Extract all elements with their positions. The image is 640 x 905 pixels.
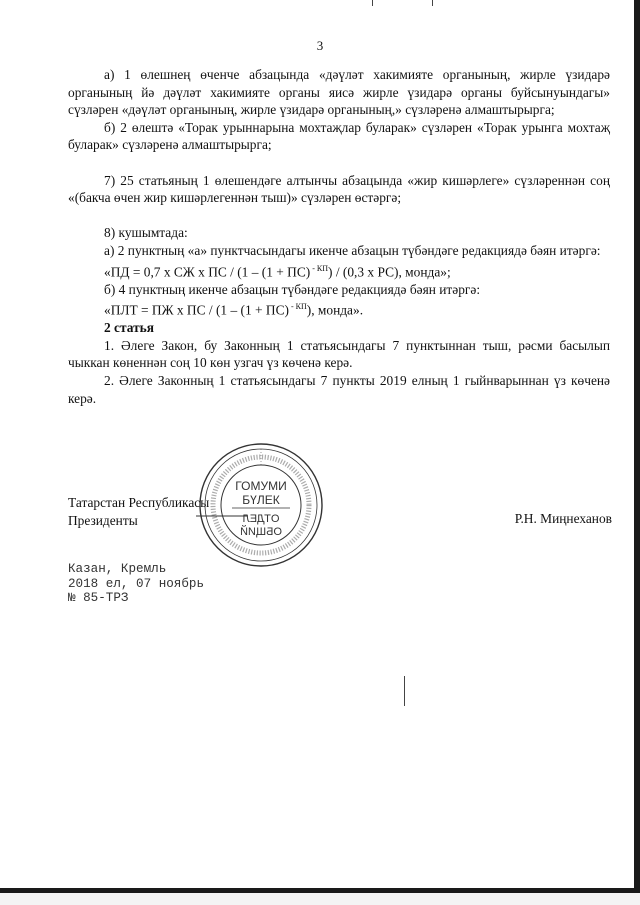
stamp-line-1: ГОМУМИ: [235, 479, 287, 493]
formula-pd: «ПД = 0,7 х СЖ х ПС / (1 – (1 + ПС) $^{- КП}$) / (0,3 х РС), монда»;: [104, 263, 451, 279]
official-stamp: [196, 440, 326, 570]
place-date-block: [68, 562, 204, 606]
place: Казан, Кремль: [68, 562, 167, 576]
page-edge-right: [634, 0, 640, 905]
document-body: [68, 66, 610, 407]
page-edge-bottom-fade: [0, 893, 640, 905]
paragraph: а) 1 өлешнең өченче абзацында «дәүләт хакимияте органының, жирле үзидарә органының йә дәүләт хакимияте органы яисә жирле үзидарә органы буйсынуындагы» сүзләрен «дәүләт органының, жирле үзидарә органының,» сүзләренә алмаштырырга;: [68, 67, 610, 118]
stamp-line-3: ОТДЕЛ: [242, 513, 280, 525]
paragraph: 7) 25 статьяның 1 өлешендәге алтынчы абзацында «жир кишәрлеге» сүзләреннән соң «(бакча өчен жир кишәрлегеннән тыш)» сүзләрен өстәргә;: [68, 172, 610, 206]
signature-name: Р.Н. Миңнеханов: [514, 511, 612, 526]
paragraph: 8) кушымтада:: [104, 225, 188, 241]
article-heading: 2 статья: [104, 320, 154, 336]
stamp-line-4: ОБЩИЙ: [240, 526, 282, 538]
paragraph: 1. Әлеге Закон, бу Законның 1 статьясындагы 7 пунктыннан тыш, рәсми басылып чыккан көненнән соң 10 көн узгач үз көченә керә.: [68, 337, 610, 371]
stamp-line-2: БҮЛЕК: [242, 493, 280, 507]
formula-plt: «ПЛТ = ПЖ х ПС / (1 – (1 + ПС) $^{- КП}$), монда».: [104, 302, 364, 318]
date: 2018 ел, 07 ноябрь: [68, 576, 205, 591]
page-edge-bottom: [0, 888, 640, 893]
paragraph: б) 2 өлештә «Торак урыннарына мохтаҗлар буларак» сүзләрен «Торак урынга мохтаҗ буларак» сүзләренә алмаштырырга;: [68, 119, 610, 153]
law-number: № 85-ТРЗ: [68, 591, 129, 605]
paragraph: 2. Әлеге Законның 1 статьясындагы 7 пункты 2019 елның 1 гыйнварыннан үз көченә керә.: [68, 373, 610, 406]
scan-speck: [432, 0, 433, 6]
signature-title-line1: Татарстан Республикасы: [68, 495, 210, 510]
scan-speck: [372, 0, 373, 6]
paragraph: а) 2 пунктның «а» пунктчасындагы икенче абзацын түбәндәге редакциядә бәян итәргә:: [104, 242, 601, 258]
signature-title-line2: Президенты: [68, 512, 138, 528]
signature-title: [68, 494, 209, 529]
scan-speck: [404, 676, 405, 706]
paragraph: б) 4 пунктның икенче абзацын түбәндәге редакциядә бәян итәргә:: [104, 281, 481, 297]
page-number: 3: [316, 38, 324, 53]
